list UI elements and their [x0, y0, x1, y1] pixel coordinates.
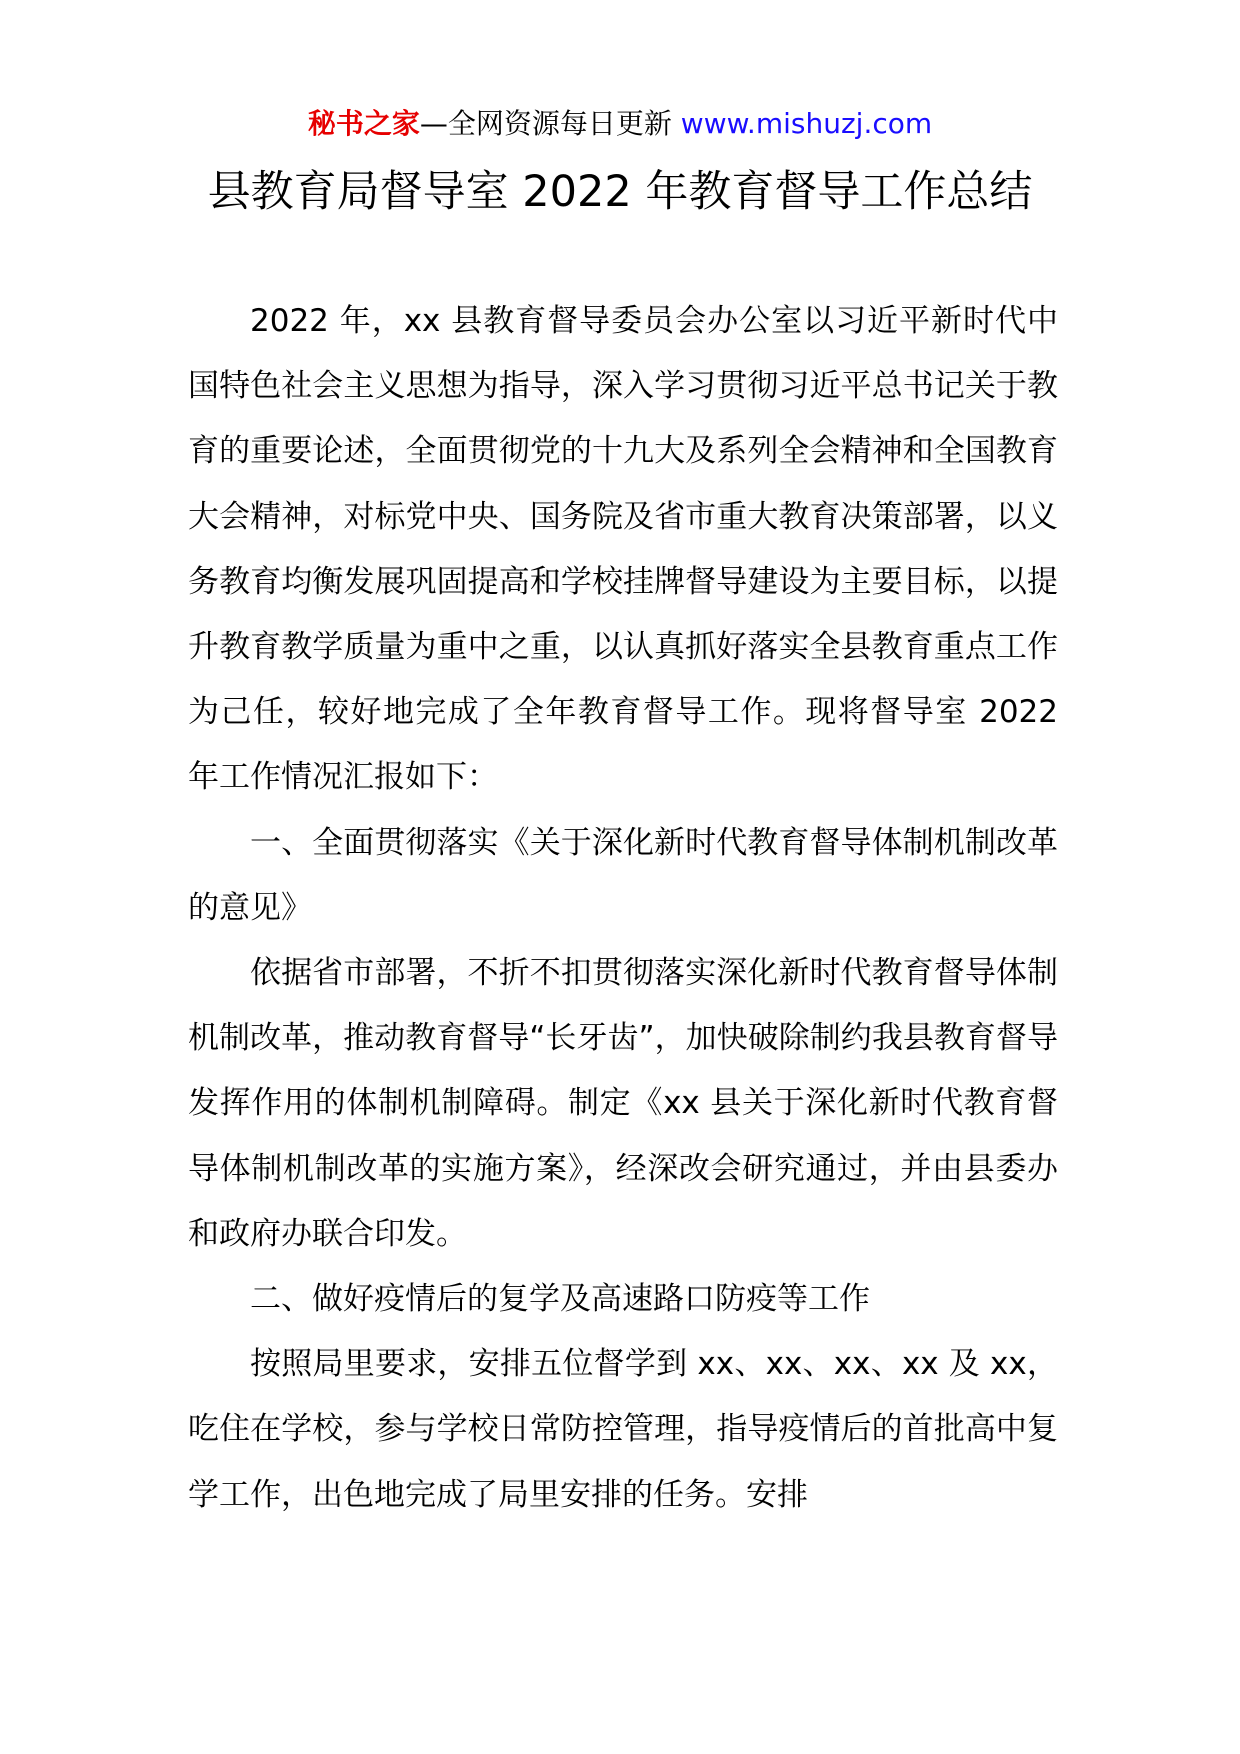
- document-body: [188, 289, 1058, 1528]
- section-heading-1: 一、全面贯彻落实《关于深化新时代教育督导体制机制改革的意见》: [188, 824, 1058, 926]
- site-name: 秘书之家: [307, 107, 420, 140]
- paragraph-section-1: 依据省市部署，不折不扣贯彻落实深化新时代教育督导体制机制改革，推动教育督导“长牙齿”，加快破除制约我县教育督导发挥作用的体制机制障碍。制定《xx 县关于深化新时代教育督导体制机制改革的实施方案》，经深改会研究通过，并由县委办和政府办联合印发。: [188, 955, 1058, 1252]
- paragraph-section-2: 按照局里要求，安排五位督学到 xx、xx、xx、xx 及 xx，吃住在学校，参与学校日常防控管理，指导疫情后的首批高中复学工作，出色地完成了局里安排的任务。安排: [188, 1346, 1058, 1513]
- site-tagline: —全网资源每日更新: [419, 107, 672, 140]
- site-header: [0, 104, 1240, 144]
- paragraph-intro: 2022 年，xx 县教育督导委员会办公室以习近平新时代中国特色社会主义思想为指导，深入学习贯彻习近平总书记关于教育的重要论述，全面贯彻党的十九大及系列全会精神和全国教育大会精神，对标党中央、国务院及省市重大教育决策部署，以义务教育均衡发展巩固提高和学校挂牌督导建设为主要目标，以提升教育教学质量为重中之重，以认真抓好落实全县教育重点工作为己任，较好地完成了全年教育督导工作。现将督导室 2022 年工作情况汇报如下：: [188, 303, 1058, 796]
- document-title: 县教育局督导室 2022 年教育督导工作总结: [207, 167, 1033, 217]
- section-heading-2: 二、做好疫情后的复学及高速路口防疫等工作: [250, 1281, 870, 1318]
- site-url-link[interactable]: www.mishuzj.com: [680, 107, 933, 140]
